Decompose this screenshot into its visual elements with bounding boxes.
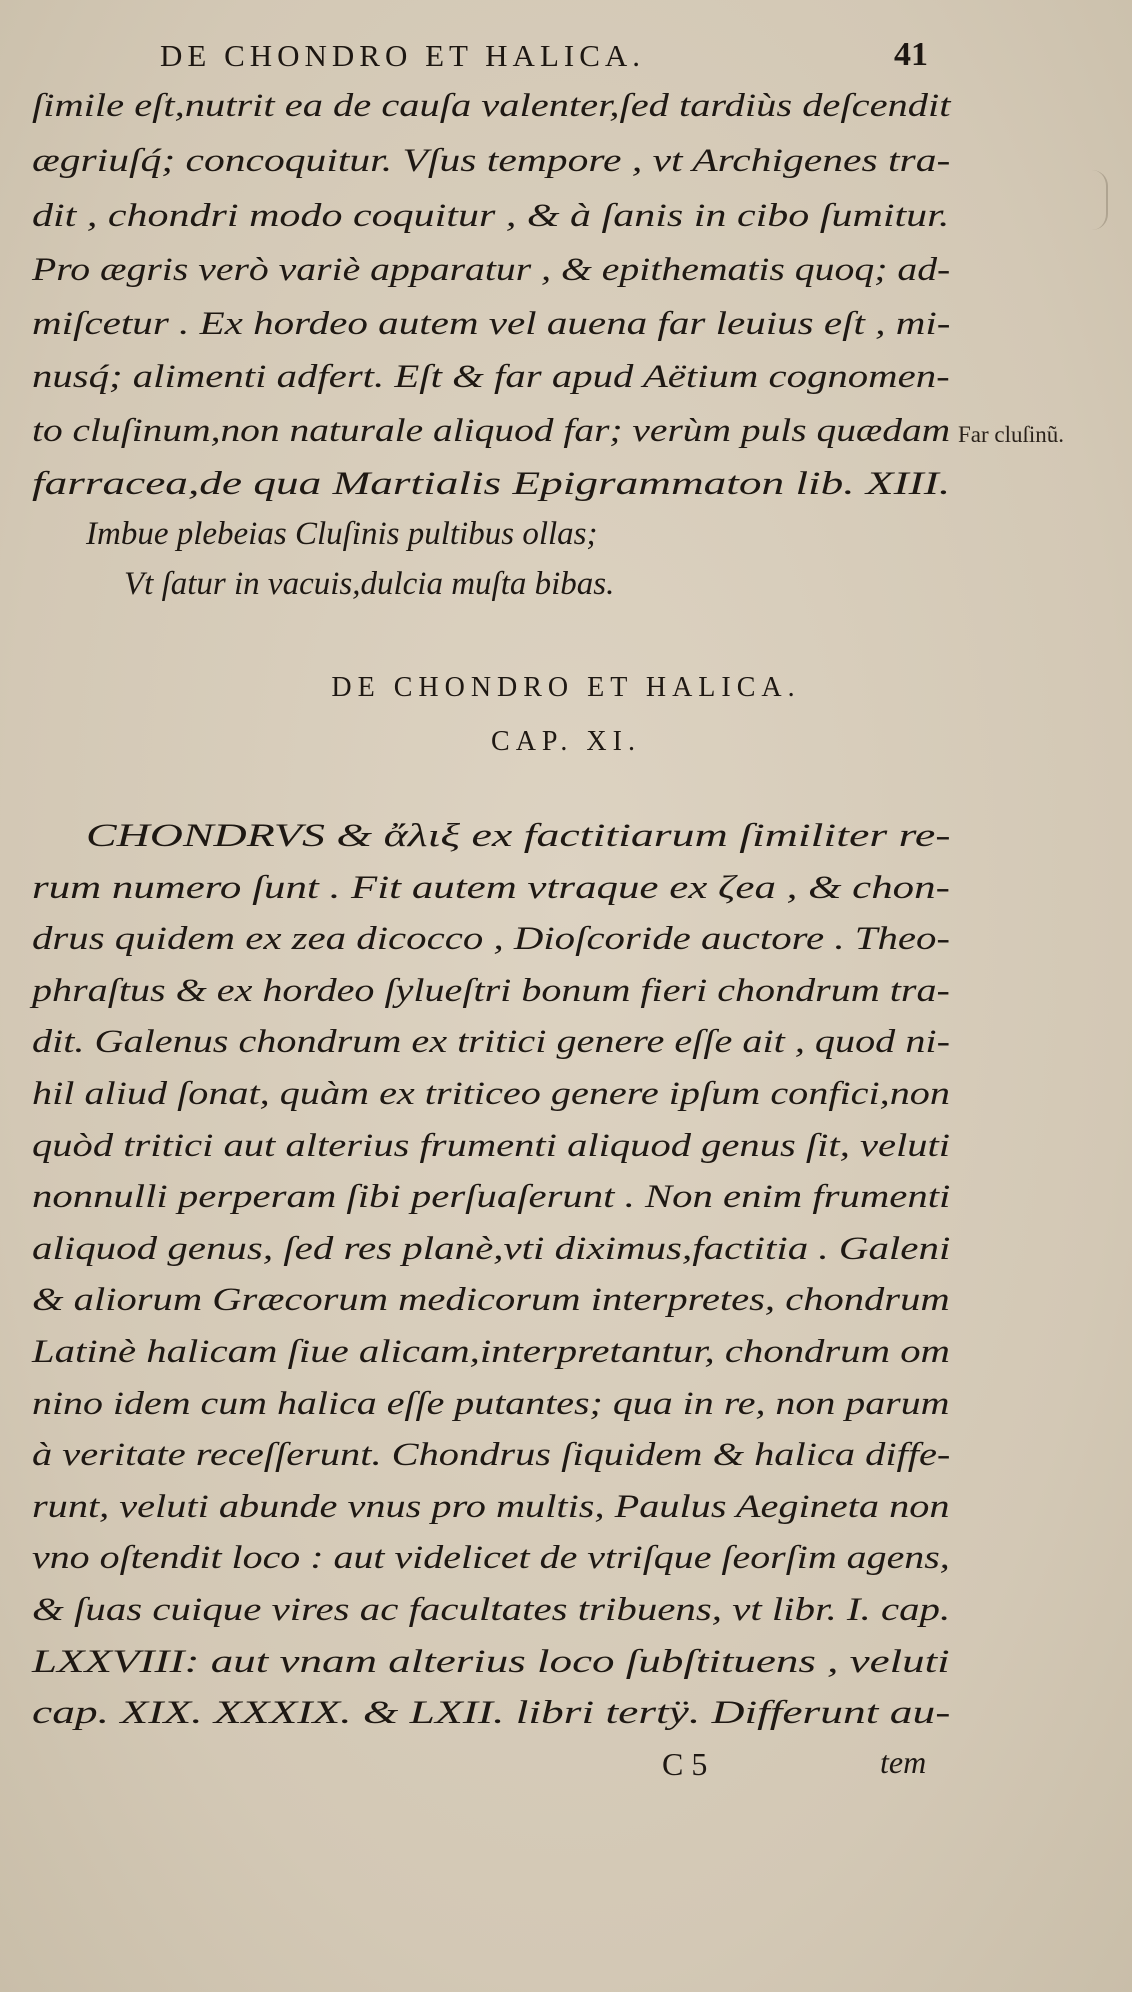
text-line: phraſtus & ex hordeo ſylueſtri bonum fieri chondrum tra- — [32, 972, 950, 1009]
signature-mark: C 5 — [662, 1746, 708, 1782]
text-line: farracea,de qua Martialis Epigrammaton lib. XIII. — [32, 466, 951, 502]
text-line: cap. XIX. XXXIX. & LXII. libri tertÿ. Differunt au- — [32, 1695, 951, 1732]
text-line: & aliorum Græcorum medicorum interpretes, chondrum — [32, 1282, 950, 1319]
text-line: to cluſinum,non naturale aliquod far; verùm puls quædam — [32, 413, 951, 449]
page-number: 41 — [894, 36, 928, 73]
text-line: CHONDRVS & ἄλιξ ex factitiarum ſimiliter re- — [86, 818, 951, 854]
text-line: dit. Galenus chondrum ex tritici genere eſſe ait , quod ni- — [32, 1024, 950, 1061]
text-line: nino idem cum halica eſſe putantes; qua in re, non parum — [32, 1385, 950, 1422]
catchword: tem — [880, 1744, 927, 1780]
text-line: LXXVIII: aut vnam alterius loco ſubſtituens , veluti — [32, 1643, 950, 1680]
text-line: hil aliud ſonat, quàm ex triticeo genere ipſum confici,non — [32, 1076, 950, 1112]
text-line: rum numero ſunt . Fit autem vtraque ex ζea , & chon- — [32, 869, 950, 906]
margin-bracket-mark — [1092, 170, 1108, 230]
text-line: miſcetur . Ex hordeo autem vel auena far leuius eſt , mi- — [32, 306, 951, 342]
margin-note: Far cluſinũ. — [958, 422, 1065, 447]
running-title: DE CHONDRO ET HALICA. — [160, 38, 646, 73]
text-line: Pro ægris verò variè apparatur , & epithematis quoq; ad- — [32, 252, 951, 288]
text-line: à veritate receſſerunt. Chondrus ſiquidem & halica diffe- — [32, 1437, 951, 1474]
text-line: ſimile eſt,nutrit ea de cauſa valenter,ſed tardiùs deſcendit — [32, 88, 951, 124]
text-line: ægriuſq́; concoquitur. Vſus tempore , vt Archigenes tra- — [32, 143, 951, 179]
verse-line: Vt ſatur in vacuis,dulcia muſta bibas. — [124, 566, 615, 602]
verse-line: Imbue plebeias Cluſinis pultibus ollas; — [86, 516, 598, 552]
text-line: quòd tritici aut alterius frumenti aliquod genus ſit, veluti — [32, 1127, 951, 1164]
text-line: drus quidem ex zea dicocco , Dioſcoride auctore . Theo- — [32, 921, 951, 958]
text-line: nonnulli perperam ſibi perſuaſerunt . Non enim frumenti — [32, 1179, 951, 1216]
text-line: runt, veluti abunde vnus pro multis, Paulus Aegineta non — [32, 1488, 950, 1525]
text-line: vno oſtendit loco : aut videlicet de vtriſque ſeorſim agens, — [32, 1540, 950, 1577]
text-line: nusq́; alimenti adfert. Eſt & far apud Aëtium cognomen- — [32, 359, 950, 395]
text-line: aliquod genus, ſed res planè,vti diximus,factitia . Galeni — [32, 1230, 951, 1267]
text-line: & ſuas cuique vires ac facultates tribuens, vt libr. I. cap. — [32, 1592, 951, 1628]
chapter-title: DE CHONDRO ET HALICA. — [331, 672, 801, 703]
text-line: Latinè halicam ſiue alicam,interpretantur, chondrum om — [32, 1334, 950, 1370]
text-line: dit , chondri modo coquitur , & à ſanis in cibo ſumitur. — [32, 198, 950, 234]
chapter-number: CAP. XI. — [491, 726, 641, 757]
